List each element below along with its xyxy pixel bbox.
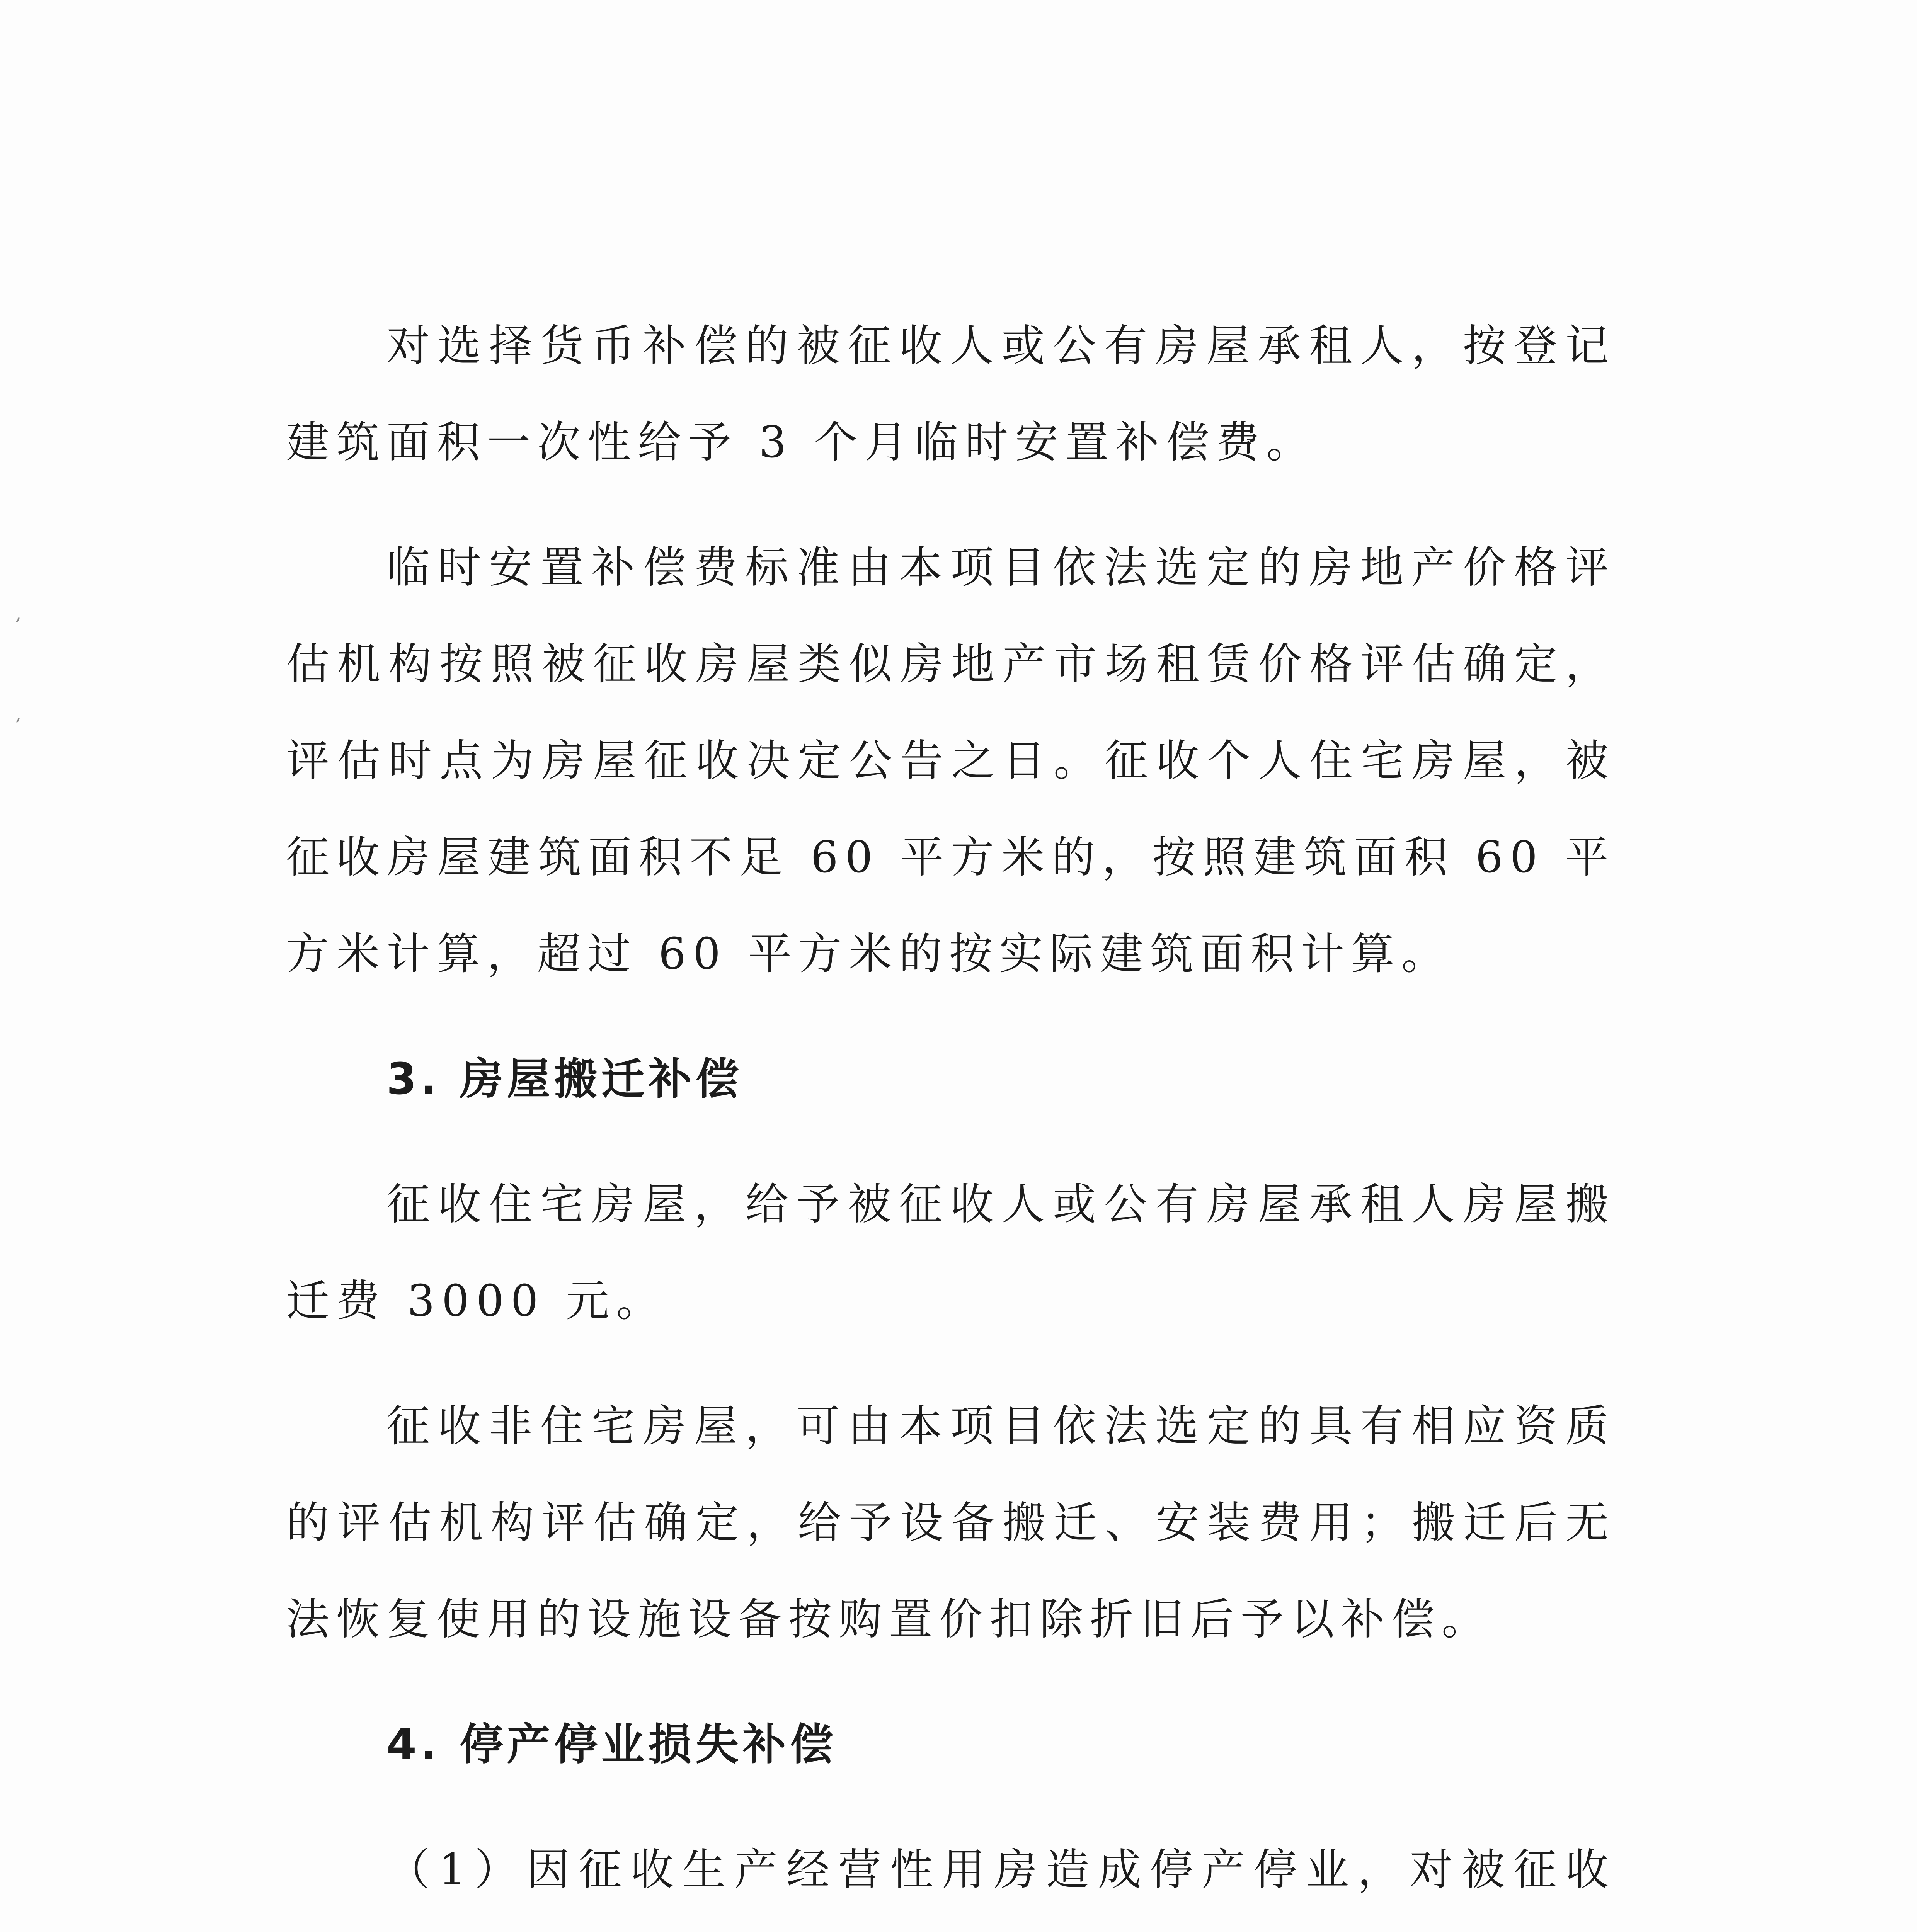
- scan-mark: ,: [15, 703, 22, 725]
- paragraph: 征收非住宅房屋，可由本项目依法选定的具有相应资质的评估机构评估确定，给予设备搬迁、安装费用；搬迁后无法恢复使用的设施设备按购置价扣除折旧后予以补偿。: [286, 1401, 1616, 1645]
- paragraph: 临时安置补偿费标准由本项目依法选定的房地产价格评估机构按照被征收房屋类似房地产市场租赁价格评估确定，评估时点为房屋征收决定公告之日。征收个人住宅房屋，被征收房屋建筑面积不足 60 平方米的，按照建筑面积 60 平方米计算，超过 60 平方米的按实际建筑面积计算。: [286, 543, 1616, 979]
- paragraph: 对选择货币补偿的被征收人或公有房屋承租人，按登记建筑面积一次性给予 3 个月临时安置补偿费。: [286, 321, 1616, 468]
- paragraph: （1）因征收生产经营性用房造成停产停业，对被征收: [386, 1845, 1616, 1895]
- section-heading: 4. 停产停业损失补偿: [386, 1719, 837, 1770]
- section-heading: 3. 房屋搬迁补偿: [386, 1054, 743, 1104]
- document-body: [286, 298, 1616, 1932]
- scan-mark: ,: [15, 603, 22, 624]
- paragraph: 征收住宅房屋，给予被征收人或公有房屋承租人房屋搬迁费 3000 元。: [286, 1179, 1616, 1326]
